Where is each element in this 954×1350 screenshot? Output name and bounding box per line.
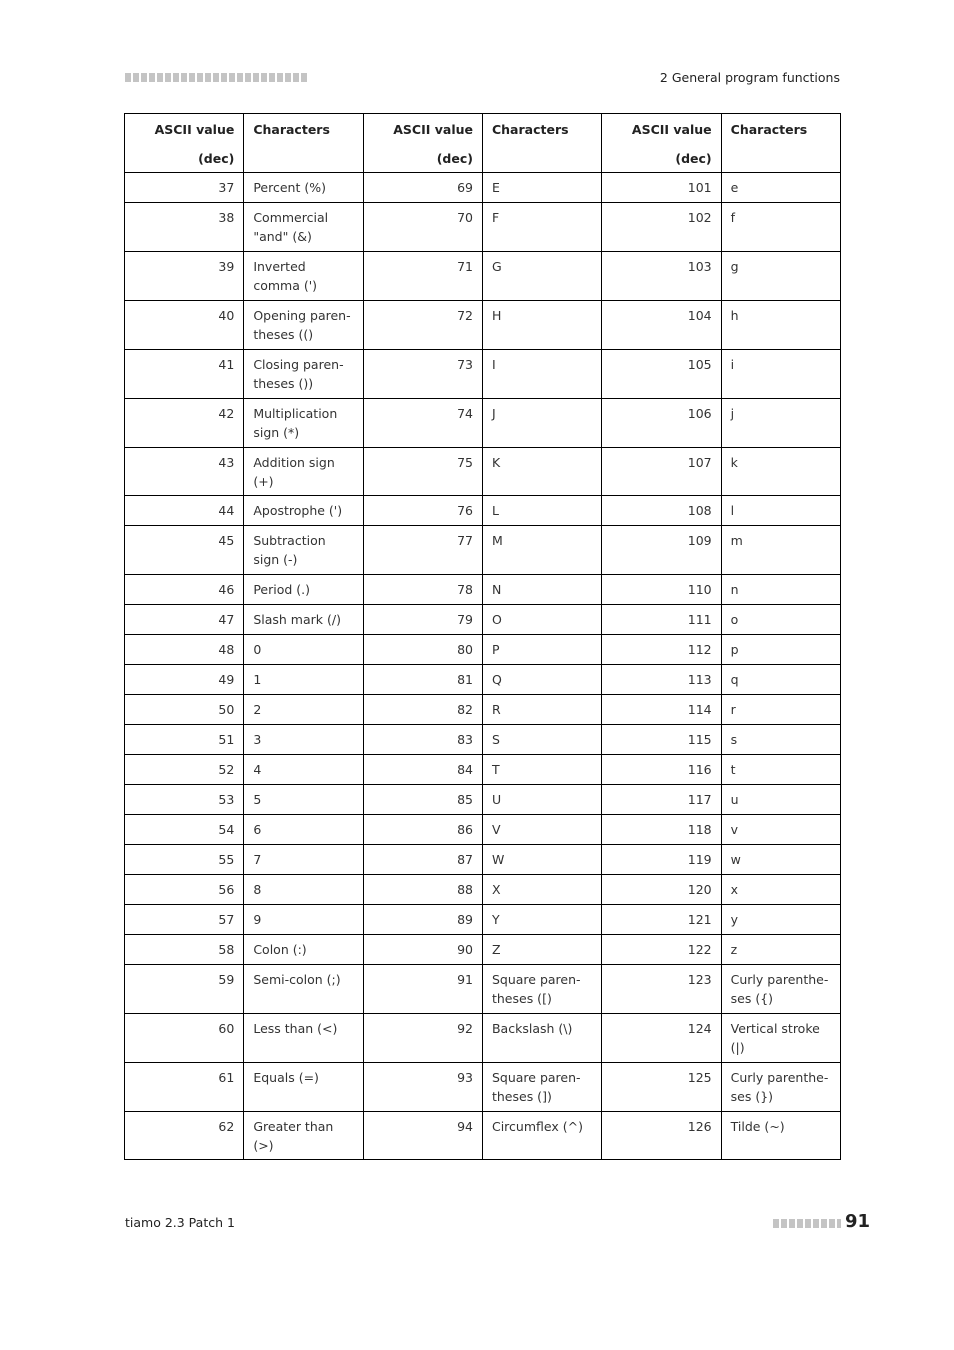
ascii-value-cell: 51 [125,725,244,755]
table-row [125,905,841,935]
character-cell: Opening paren-theses (() [244,301,363,350]
table-row [125,1112,841,1160]
character-cell: 0 [244,635,363,665]
table-row [125,725,841,755]
ascii-value-cell: 73 [363,350,482,399]
character-cell: Curly parenthe-ses ({) [721,965,840,1014]
ascii-value-cell: 106 [602,399,721,448]
ascii-value-cell: 88 [363,875,482,905]
character-cell: S [482,725,601,755]
ascii-value-cell: 57 [125,905,244,935]
ascii-value-cell: 46 [125,575,244,605]
character-cell: w [721,845,840,875]
table-row [125,785,841,815]
character-cell: 4 [244,755,363,785]
character-cell: Square paren-theses (]) [482,1063,601,1112]
table-row [125,845,841,875]
character-cell: Less than (<) [244,1014,363,1063]
character-cell: V [482,815,601,845]
header-ascii-value-1: ASCII value (dec) [125,114,244,173]
ascii-value-cell: 49 [125,665,244,695]
ascii-value-cell: 50 [125,695,244,725]
character-cell: t [721,755,840,785]
character-cell: Inverted comma (') [244,252,363,301]
character-cell: Q [482,665,601,695]
ascii-value-cell: 86 [363,815,482,845]
ascii-value-cell: 69 [363,173,482,203]
character-cell: Slash mark (/) [244,605,363,635]
ascii-value-cell: 123 [602,965,721,1014]
table-row [125,252,841,301]
table-row [125,665,841,695]
ascii-value-cell: 72 [363,301,482,350]
character-cell: Vertical stroke (|) [721,1014,840,1063]
ascii-value-cell: 47 [125,605,244,635]
character-cell: 5 [244,785,363,815]
character-cell: P [482,635,601,665]
ascii-value-cell: 125 [602,1063,721,1112]
ascii-value-cell: 104 [602,301,721,350]
header-decorative-dots [125,73,307,82]
ascii-value-cell: 114 [602,695,721,725]
header-characters-1: Characters [244,114,363,173]
character-cell: u [721,785,840,815]
character-cell: K [482,448,601,496]
character-cell: Addition sign (+) [244,448,363,496]
character-cell: 1 [244,665,363,695]
ascii-value-cell: 117 [602,785,721,815]
ascii-value-cell: 94 [363,1112,482,1160]
character-cell: R [482,695,601,725]
ascii-value-cell: 89 [363,905,482,935]
table-row [125,1063,841,1112]
ascii-value-cell: 111 [602,605,721,635]
ascii-value-cell: 112 [602,635,721,665]
ascii-value-cell: 101 [602,173,721,203]
ascii-value-cell: 52 [125,755,244,785]
ascii-value-cell: 113 [602,665,721,695]
ascii-value-cell: 43 [125,448,244,496]
character-cell: L [482,496,601,526]
ascii-value-cell: 87 [363,845,482,875]
ascii-value-cell: 60 [125,1014,244,1063]
ascii-value-cell: 122 [602,935,721,965]
table-row [125,203,841,252]
character-cell: T [482,755,601,785]
character-cell: p [721,635,840,665]
character-cell: x [721,875,840,905]
character-cell: Colon (:) [244,935,363,965]
ascii-value-cell: 85 [363,785,482,815]
ascii-value-cell: 37 [125,173,244,203]
ascii-value-cell: 62 [125,1112,244,1160]
character-cell: W [482,845,601,875]
table-row [125,635,841,665]
ascii-value-cell: 41 [125,350,244,399]
character-cell: v [721,815,840,845]
character-cell: Commercial "and" (&) [244,203,363,252]
ascii-value-cell: 93 [363,1063,482,1112]
ascii-value-cell: 42 [125,399,244,448]
character-cell: H [482,301,601,350]
character-cell: 7 [244,845,363,875]
character-cell: Curly parenthe-ses (}) [721,1063,840,1112]
ascii-value-cell: 58 [125,935,244,965]
header-characters-2: Characters [482,114,601,173]
table-row [125,815,841,845]
character-cell: Apostrophe (') [244,496,363,526]
character-cell: Semi-colon (;) [244,965,363,1014]
character-cell: J [482,399,601,448]
table-row [125,575,841,605]
ascii-value-cell: 78 [363,575,482,605]
ascii-value-cell: 54 [125,815,244,845]
character-cell: Z [482,935,601,965]
table-body [125,173,841,1160]
character-cell: Y [482,905,601,935]
ascii-value-cell: 84 [363,755,482,785]
ascii-value-cell: 76 [363,496,482,526]
header-characters-3: Characters [721,114,840,173]
character-cell: s [721,725,840,755]
character-cell: F [482,203,601,252]
ascii-value-cell: 107 [602,448,721,496]
character-cell: 9 [244,905,363,935]
ascii-value-cell: 102 [602,203,721,252]
ascii-value-cell: 108 [602,496,721,526]
ascii-value-cell: 38 [125,203,244,252]
character-cell: I [482,350,601,399]
character-cell: Circumflex (^) [482,1112,601,1160]
chapter-title: 2 General program functions [659,70,840,85]
character-cell: 6 [244,815,363,845]
character-cell: Multiplication sign (*) [244,399,363,448]
character-cell: Square paren-theses ([) [482,965,601,1014]
ascii-value-cell: 90 [363,935,482,965]
ascii-value-cell: 61 [125,1063,244,1112]
character-cell: U [482,785,601,815]
character-cell: Percent (%) [244,173,363,203]
ascii-value-cell: 56 [125,875,244,905]
table-row [125,965,841,1014]
ascii-value-cell: 82 [363,695,482,725]
footer-product: tiamo 2.3 Patch 1 [125,1215,235,1230]
character-cell: h [721,301,840,350]
character-cell: o [721,605,840,635]
table-row [125,1014,841,1063]
character-cell: 8 [244,875,363,905]
ascii-value-cell: 118 [602,815,721,845]
header-ascii-value-2: ASCII value (dec) [363,114,482,173]
ascii-value-cell: 81 [363,665,482,695]
table-row [125,399,841,448]
ascii-value-cell: 121 [602,905,721,935]
ascii-value-cell: 71 [363,252,482,301]
character-cell: f [721,203,840,252]
character-cell: Backslash (\) [482,1014,601,1063]
ascii-table [124,113,841,1160]
ascii-value-cell: 119 [602,845,721,875]
ascii-value-cell: 116 [602,755,721,785]
character-cell: r [721,695,840,725]
ascii-value-cell: 39 [125,252,244,301]
ascii-value-cell: 92 [363,1014,482,1063]
character-cell: G [482,252,601,301]
character-cell: g [721,252,840,301]
table-row [125,755,841,785]
character-cell: q [721,665,840,695]
character-cell: Subtraction sign (-) [244,526,363,575]
footer-decorative-dots [773,1219,841,1228]
ascii-value-cell: 44 [125,496,244,526]
character-cell: E [482,173,601,203]
ascii-value-cell: 74 [363,399,482,448]
page-number: 91 [845,1211,871,1232]
ascii-value-cell: 40 [125,301,244,350]
character-cell: O [482,605,601,635]
table-row [125,301,841,350]
table-row [125,695,841,725]
character-cell: k [721,448,840,496]
ascii-value-cell: 109 [602,526,721,575]
table-row [125,448,841,496]
ascii-value-cell: 55 [125,845,244,875]
ascii-value-cell: 83 [363,725,482,755]
ascii-value-cell: 103 [602,252,721,301]
header-ascii-value-3: ASCII value (dec) [602,114,721,173]
ascii-value-cell: 70 [363,203,482,252]
ascii-value-cell: 79 [363,605,482,635]
character-cell: z [721,935,840,965]
character-cell: n [721,575,840,605]
ascii-value-cell: 45 [125,526,244,575]
ascii-value-cell: 59 [125,965,244,1014]
character-cell: Equals (=) [244,1063,363,1112]
table-row [125,875,841,905]
character-cell: X [482,875,601,905]
character-cell: Period (.) [244,575,363,605]
character-cell: e [721,173,840,203]
table-header-row [125,114,841,173]
table-row [125,350,841,399]
table-row [125,496,841,526]
table-row [125,935,841,965]
character-cell: Tilde (~) [721,1112,840,1160]
ascii-value-cell: 126 [602,1112,721,1160]
ascii-value-cell: 80 [363,635,482,665]
table-row [125,526,841,575]
character-cell: M [482,526,601,575]
table-row [125,605,841,635]
ascii-value-cell: 120 [602,875,721,905]
character-cell: i [721,350,840,399]
character-cell: N [482,575,601,605]
character-cell: l [721,496,840,526]
ascii-value-cell: 48 [125,635,244,665]
character-cell: m [721,526,840,575]
character-cell: Greater than (>) [244,1112,363,1160]
ascii-value-cell: 105 [602,350,721,399]
ascii-value-cell: 115 [602,725,721,755]
ascii-value-cell: 91 [363,965,482,1014]
character-cell: Closing paren-theses ()) [244,350,363,399]
character-cell: 2 [244,695,363,725]
ascii-value-cell: 75 [363,448,482,496]
ascii-value-cell: 110 [602,575,721,605]
ascii-value-cell: 77 [363,526,482,575]
character-cell: 3 [244,725,363,755]
character-cell: j [721,399,840,448]
character-cell: y [721,905,840,935]
ascii-value-cell: 124 [602,1014,721,1063]
ascii-value-cell: 53 [125,785,244,815]
table-row [125,173,841,203]
